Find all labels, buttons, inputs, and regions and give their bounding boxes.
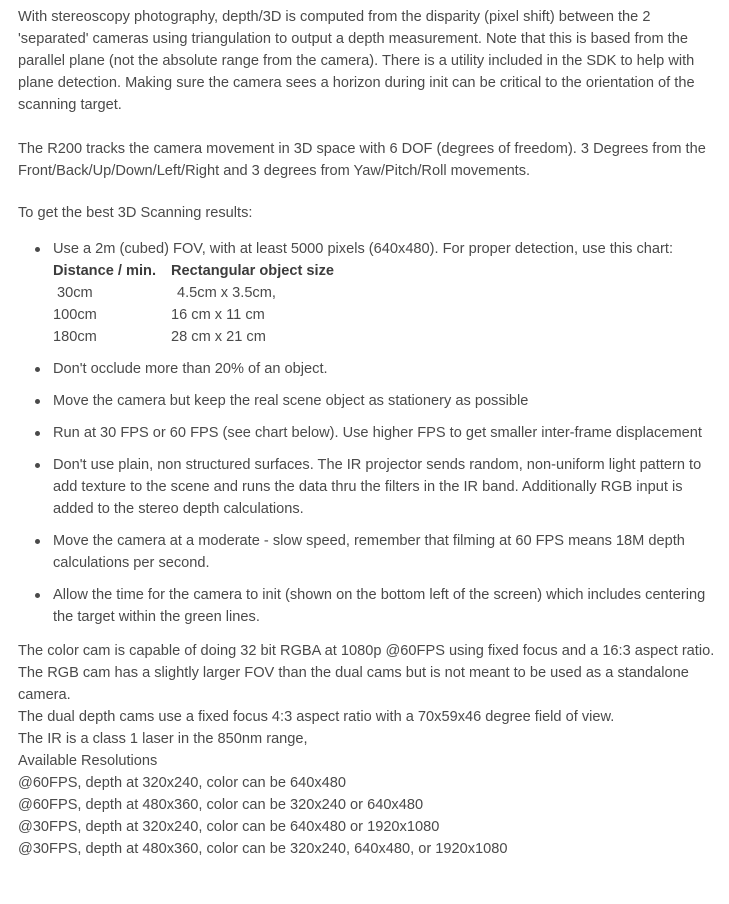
list-item: Move the camera but keep the real scene object as stationery as possible (18, 390, 718, 412)
list-item: Run at 30 FPS or 60 FPS (see chart below). Use higher FPS to get smaller inter-frame displacement (18, 422, 718, 444)
color-cam-text: The color cam is capable of doing 32 bit RGBA at 1080p @60FPS using fixed focus and a 16:3 aspect ratio. The RGB cam has a slightly larger FOV than the dual cams but is not meant to be used as a standalone camera. (18, 643, 715, 703)
resolution-line: @30FPS, depth at 320x240, color can be 640x480 or 1920x1080 (18, 819, 440, 835)
distance-size-chart (53, 260, 718, 348)
scanning-tips-list (18, 238, 718, 628)
scanning-tips-lead: To get the best 3D Scanning results: (18, 205, 253, 221)
fov-tip-text: Use a 2m (cubed) FOV, with at least 5000 pixels (640x480). For proper detection, use this chart: (53, 241, 674, 257)
resolution-line: @60FPS, depth at 320x240, color can be 640x480 (18, 775, 346, 791)
chart-cell-distance: 30cm (57, 285, 93, 301)
chart-cell-distance: 180cm (53, 329, 97, 345)
chart-cell-distance: 100cm (53, 307, 97, 323)
article-body (18, 6, 718, 860)
ir-laser-text: The IR is a class 1 laser in the 850nm range, (18, 731, 308, 747)
list-item: Don't use plain, non structured surfaces. The IR projector sends random, non-uniform light pattern to add texture to the scene and runs the data thru the filters in the IR band. Additionally RGB input is added to the stereo depth calculations. (18, 454, 718, 520)
list-item: Don't occlude more than 20% of an object. (18, 358, 718, 380)
intro-paragraph: With stereoscopy photography, depth/3D is computed from the disparity (pixel shift) between the 2 'separated' cameras using triangulation to output a depth measurement. Note that this is based from the parallel plane (not the absolute range from the camera). There is a utility included in the SDK to help with plane detection. Making sure the camera sees a horizon during init can be critical to the orientation of the scanning target. (18, 9, 695, 113)
depth-cam-text: The dual depth cams use a fixed focus 4:3 aspect ratio with a 70x59x46 degree field of view. (18, 709, 615, 725)
resolution-line: @30FPS, depth at 480x360, color can be 320x240, 640x480, or 1920x1080 (18, 841, 508, 857)
chart-cell-size: 28 cm x 21 cm (171, 329, 266, 345)
camera-specs (18, 640, 718, 860)
dof-paragraph: The R200 tracks the camera movement in 3D space with 6 DOF (degrees of freedom). 3 Degrees from the Front/Back/Up/Down/Left/Right and 3 degrees from Yaw/Pitch/Roll movements. (18, 141, 706, 179)
resolutions-heading: Available Resolutions (18, 753, 158, 769)
chart-header-distance: Distance / min. (53, 263, 156, 279)
chart-header-size: Rectangular object size (171, 263, 335, 279)
chart-cell-size: 4.5cm x 3.5cm, (177, 285, 276, 301)
chart-cell-size: 16 cm x 11 cm (171, 307, 265, 323)
list-item (18, 238, 718, 348)
resolution-line: @60FPS, depth at 480x360, color can be 320x240 or 640x480 (18, 797, 424, 813)
list-item: Move the camera at a moderate - slow speed, remember that filming at 60 FPS means 18M depth calculations per second. (18, 530, 718, 574)
list-item: Allow the time for the camera to init (shown on the bottom left of the screen) which includes centering the target within the green lines. (18, 584, 718, 628)
